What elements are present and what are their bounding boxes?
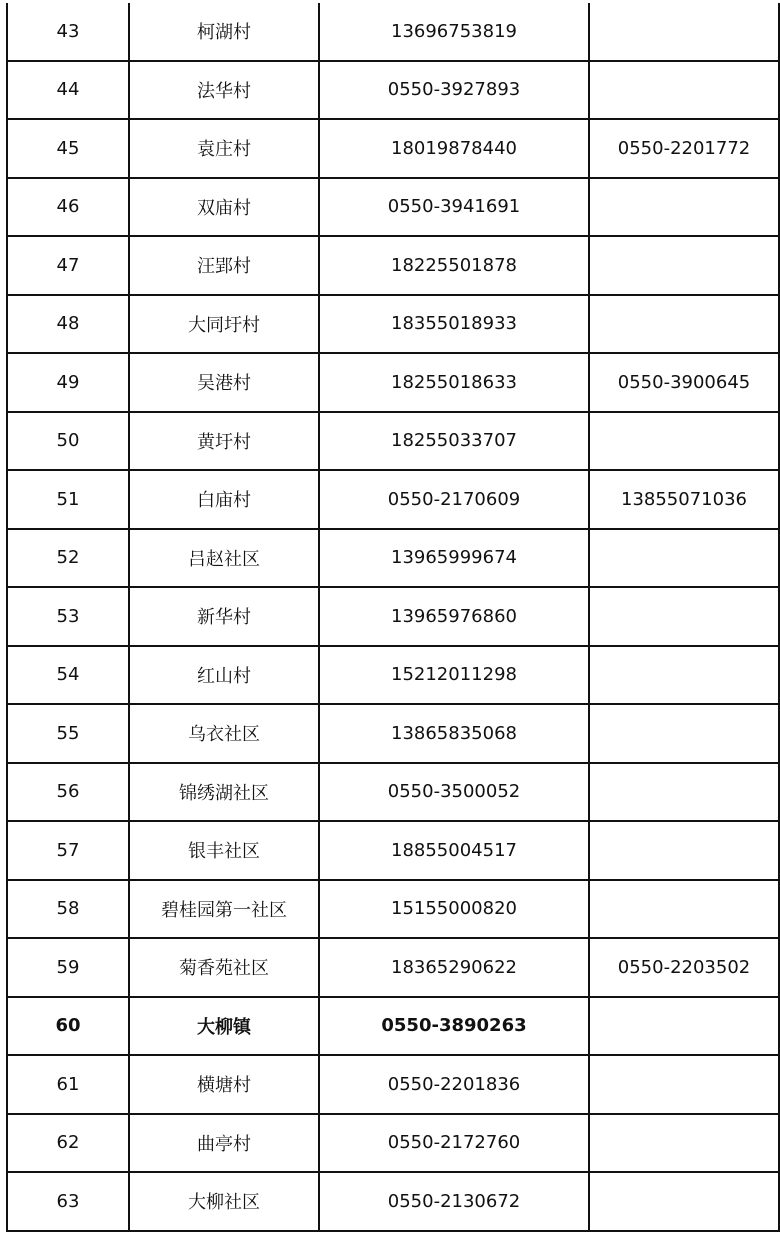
phone-cell: 13696753819 [319,3,589,61]
village-name-cell: 吕赵社区 [129,529,319,588]
village-name-cell: 吴港村 [129,353,319,412]
village-name-cell: 新华村 [129,587,319,646]
row-number-cell: 58 [7,880,129,939]
phone-cell: 18225501878 [319,236,589,295]
alt-phone-cell [589,61,779,120]
alt-phone-cell [589,587,779,646]
row-number-cell: 49 [7,353,129,412]
contact-table-body [7,3,779,1231]
alt-phone-cell: 0550-3900645 [589,353,779,412]
village-name-cell: 横塘村 [129,1055,319,1114]
phone-cell: 15155000820 [319,880,589,939]
alt-phone-cell [589,295,779,354]
row-number-cell: 45 [7,119,129,178]
row-number-cell: 55 [7,704,129,763]
row-number-cell: 53 [7,587,129,646]
phone-cell: 18255033707 [319,412,589,471]
table-row [7,880,779,939]
row-number-cell: 46 [7,178,129,237]
village-name-cell: 曲亭村 [129,1114,319,1173]
row-number-cell: 47 [7,236,129,295]
phone-cell: 0550-3500052 [319,763,589,822]
village-name-cell: 乌衣社区 [129,704,319,763]
table-row [7,178,779,237]
table-row [7,1114,779,1173]
phone-cell: 0550-2130672 [319,1172,589,1231]
table-row [7,529,779,588]
row-number-cell: 51 [7,470,129,529]
village-name-cell: 大柳社区 [129,1172,319,1231]
village-name-cell: 大同圩村 [129,295,319,354]
row-number-cell: 43 [7,3,129,61]
row-number-cell: 61 [7,1055,129,1114]
alt-phone-cell [589,997,779,1056]
row-number-cell: 63 [7,1172,129,1231]
village-name-cell: 银丰社区 [129,821,319,880]
village-name-cell: 汪郢村 [129,236,319,295]
phone-cell: 18255018633 [319,353,589,412]
row-number-cell: 44 [7,61,129,120]
phone-cell: 0550-2170609 [319,470,589,529]
table-row [7,1172,779,1231]
alt-phone-cell [589,236,779,295]
alt-phone-cell [589,529,779,588]
phone-cell: 18355018933 [319,295,589,354]
alt-phone-cell [589,646,779,705]
village-name-cell: 法华村 [129,61,319,120]
table-row [7,236,779,295]
alt-phone-cell: 0550-2203502 [589,938,779,997]
row-number-cell: 52 [7,529,129,588]
alt-phone-cell [589,178,779,237]
alt-phone-cell: 13855071036 [589,470,779,529]
phone-cell: 15212011298 [319,646,589,705]
table-row [7,704,779,763]
phone-cell: 18365290622 [319,938,589,997]
table-row [7,470,779,529]
row-number-cell: 50 [7,412,129,471]
table-row [7,353,779,412]
contact-table-page [6,0,774,1230]
row-number-cell: 54 [7,646,129,705]
alt-phone-cell [589,1114,779,1173]
phone-cell: 0550-3941691 [319,178,589,237]
phone-cell: 0550-2172760 [319,1114,589,1173]
alt-phone-cell [589,1172,779,1231]
row-number-cell: 57 [7,821,129,880]
table-row [7,412,779,471]
row-number-cell: 59 [7,938,129,997]
table-row [7,61,779,120]
contact-table [6,3,780,1232]
table-row [7,1055,779,1114]
village-name-cell: 柯湖村 [129,3,319,61]
village-name-cell: 菊香苑社区 [129,938,319,997]
table-row [7,587,779,646]
village-name-cell: 红山村 [129,646,319,705]
table-row [7,821,779,880]
village-name-cell: 双庙村 [129,178,319,237]
phone-cell: 0550-3927893 [319,61,589,120]
table-row [7,295,779,354]
phone-cell: 18019878440 [319,119,589,178]
alt-phone-cell [589,3,779,61]
phone-cell: 13865835068 [319,704,589,763]
row-number-cell: 60 [7,997,129,1056]
phone-cell: 18855004517 [319,821,589,880]
alt-phone-cell [589,880,779,939]
alt-phone-cell [589,1055,779,1114]
phone-cell: 13965976860 [319,587,589,646]
alt-phone-cell [589,821,779,880]
phone-cell: 13965999674 [319,529,589,588]
table-row [7,938,779,997]
table-row [7,997,779,1056]
village-name-cell: 大柳镇 [129,997,319,1056]
village-name-cell: 碧桂园第一社区 [129,880,319,939]
alt-phone-cell [589,704,779,763]
table-row [7,646,779,705]
table-row [7,119,779,178]
row-number-cell: 62 [7,1114,129,1173]
phone-cell: 0550-2201836 [319,1055,589,1114]
village-name-cell: 黄圩村 [129,412,319,471]
row-number-cell: 48 [7,295,129,354]
alt-phone-cell [589,412,779,471]
village-name-cell: 袁庄村 [129,119,319,178]
alt-phone-cell [589,763,779,822]
row-number-cell: 56 [7,763,129,822]
village-name-cell: 白庙村 [129,470,319,529]
phone-cell: 0550-3890263 [319,997,589,1056]
alt-phone-cell: 0550-2201772 [589,119,779,178]
table-row [7,763,779,822]
village-name-cell: 锦绣湖社区 [129,763,319,822]
table-row [7,3,779,61]
